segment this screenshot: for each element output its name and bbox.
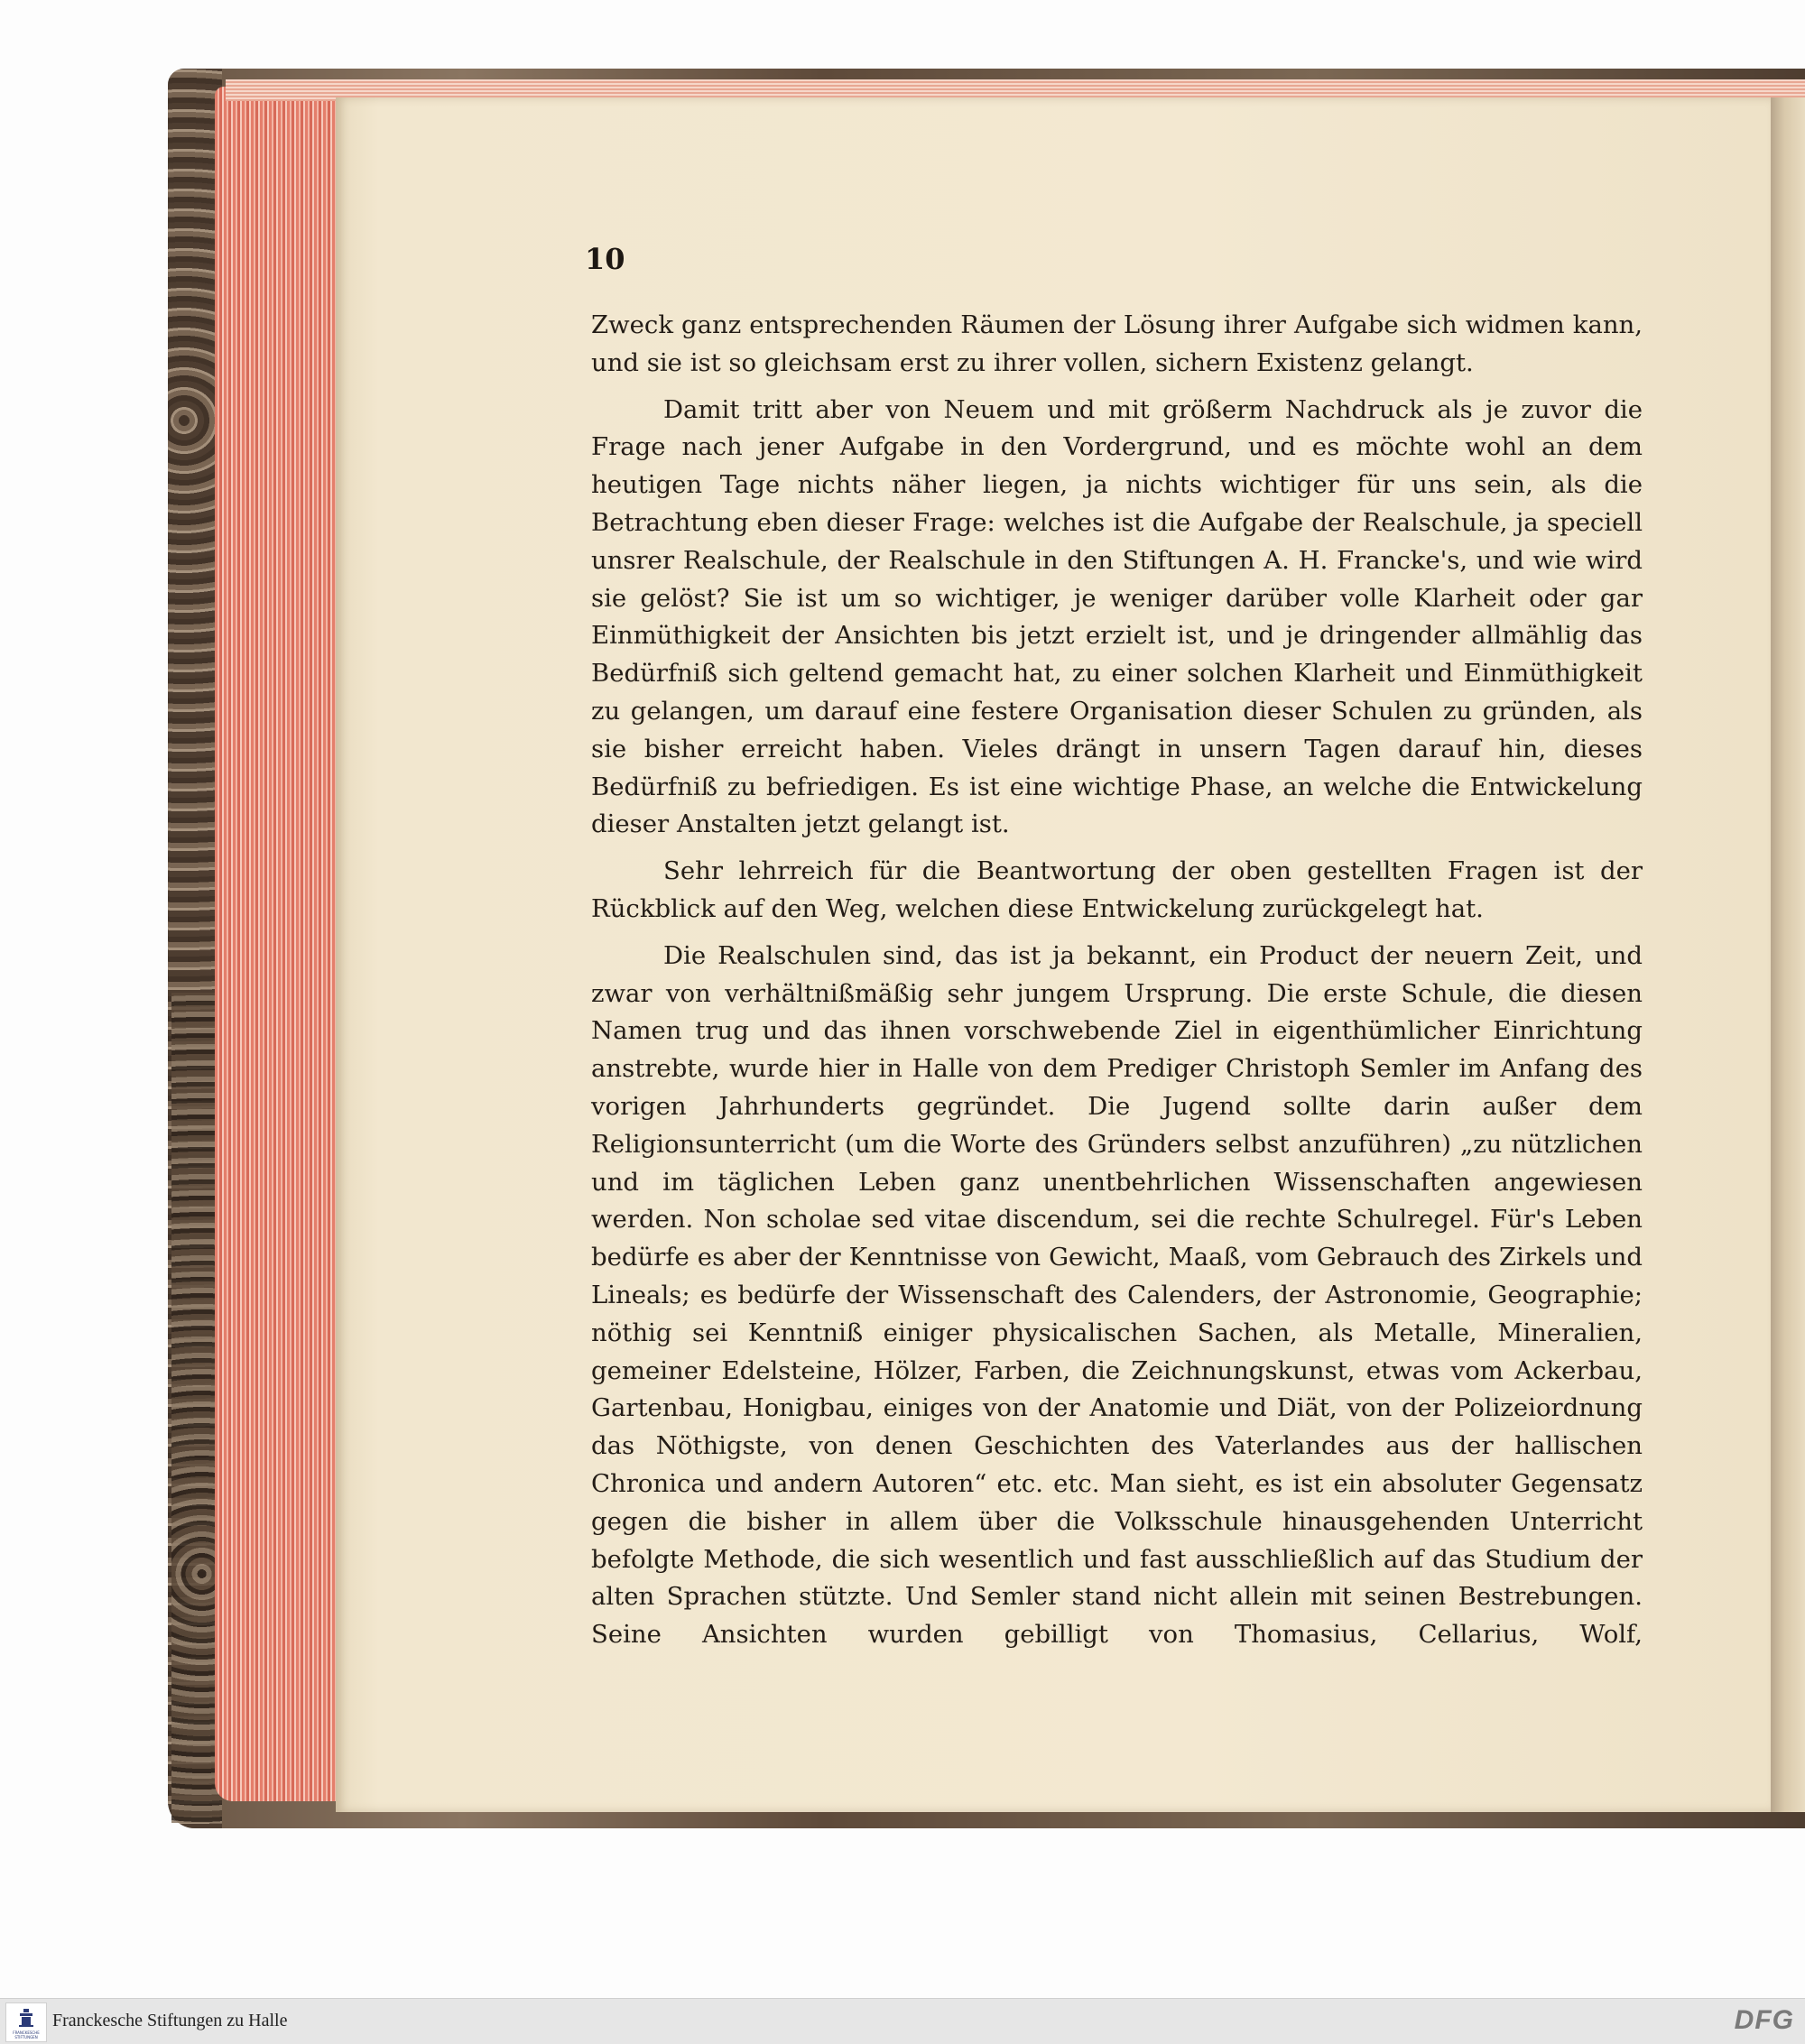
paragraph: Die Realschulen sind, das ist ja bekannt, ein Product der neuern Zeit, und zwar von verhältnißmäßig sehr jungem Ursprung. Die erste Schule, die diesen Namen trug und das ihnen vorschwebende Ziel in eigenthümlicher Einrichtung anstrebte, wurde hier in Halle von dem Prediger Christoph Semler im Anfang des vorigen Jahrhunderts gegründet. Die Jugend sollte darin außer dem Religionsunterricht (um die Worte des Gründers selbst anzuführen) „zu nützlichen und im täglichen Leben ganz unentbehrlichen Wissenschaften angewiesen werden. Non scholae sed vitae discendum, sei die rechte Schulregel. Für's Leben bedürfe es aber der Kenntnisse von Gewicht, Maaß, vom Gebrauch des Zirkels und Lineals; es bedürfe der Wissenschaft des Calenders, der Astronomie, Geographie; nöthig sei Kenntniß einiger physicalischen Sachen, als Metalle, Mineralien, gemeiner Edelsteine, Hölzer, Farben, die Zeichnungskunst, etwas vom Ackerbau, Gartenbau, Honigbau, einiges von der Anatomie und Diät, von der Polizeiordnung das Nöthigste, von denen Geschichten des Vaterlandes aus der hallischen Chronica und andern Autoren“ etc. etc. Man sieht, es ist ein absoluter Gegensatz gegen die bisher in allem über die Volksschule hinausgehenden Unterricht befolgte Methode, die sich wesentlich und fast ausschließlich auf das Studium der alten Sprachen stützte. Und Semler stand nicht allein mit seinen Bestrebungen. Seine Ansichten wurden gebilligt von Thomasius, Cellarius, Wolf, (591, 940, 1643, 1650)
institution-logo[interactable] (5, 2002, 47, 2042)
dfg-logo: DFG (1734, 2005, 1794, 2035)
franckesche-stiftungen-emblem-icon (15, 2007, 37, 2029)
paragraph: Damit tritt aber von Neuem und mit größerm Nachdruck als je zuvor die Frage nach jener Aufgabe in den Vordergrund, und es möchte wohl an dem heutigen Tage nichts näher liegen, ja nichts wichtiger für uns sein, als die Betrachtung eben dieser Frage: welches ist die Aufgabe der Realschule, ja speciell unsrer Realschule, der Realschule in den Stiftungen A. H. Francke's, und wie wird sie gelöst? Sie ist um so wichtiger, je weniger darüber volle Klarheit oder gar Einmüthigkeit der Ansichten bis jetzt erzielt ist, und je dringender allmählig das Bedürfniß sich geltend gemacht hat, zu einer solchen Klarheit und Einmüthigkeit zu gelangen, um darauf eine festere Organisation dieser Schulen zu gründen, als sie bisher erreicht haben. Vieles drängt in unsern Tagen darauf hin, dieses Bedürfniß zu befriedigen. Es ist eine wichtige Phase, an welche die Entwickelung dieser Anstalten jetzt gelangt ist. (591, 394, 1643, 839)
gutter-shadow (1771, 97, 1805, 1812)
viewer-footer (0, 1998, 1805, 2044)
logo-caption: FRANCKESCHE STIFTUNGEN (13, 2030, 40, 2039)
paragraph: Sehr lehrreich für die Beantwortung der oben gestellten Fragen ist der Rückblick auf den Weg, welchen diese Entwickelung zurückgelegt hat. (591, 856, 1643, 923)
paragraph: Zweck ganz entsprechenden Räumen der Lösung ihrer Aufgabe sich widmen kann, und sie ist so gleichsam erst zu ihrer vollen, sichern Existenz gelangt. (591, 310, 1643, 377)
page-number: 10 (585, 242, 625, 276)
institution-name: Franckesche Stiftungen zu Halle (52, 2011, 288, 2030)
page-text (591, 307, 1643, 1663)
